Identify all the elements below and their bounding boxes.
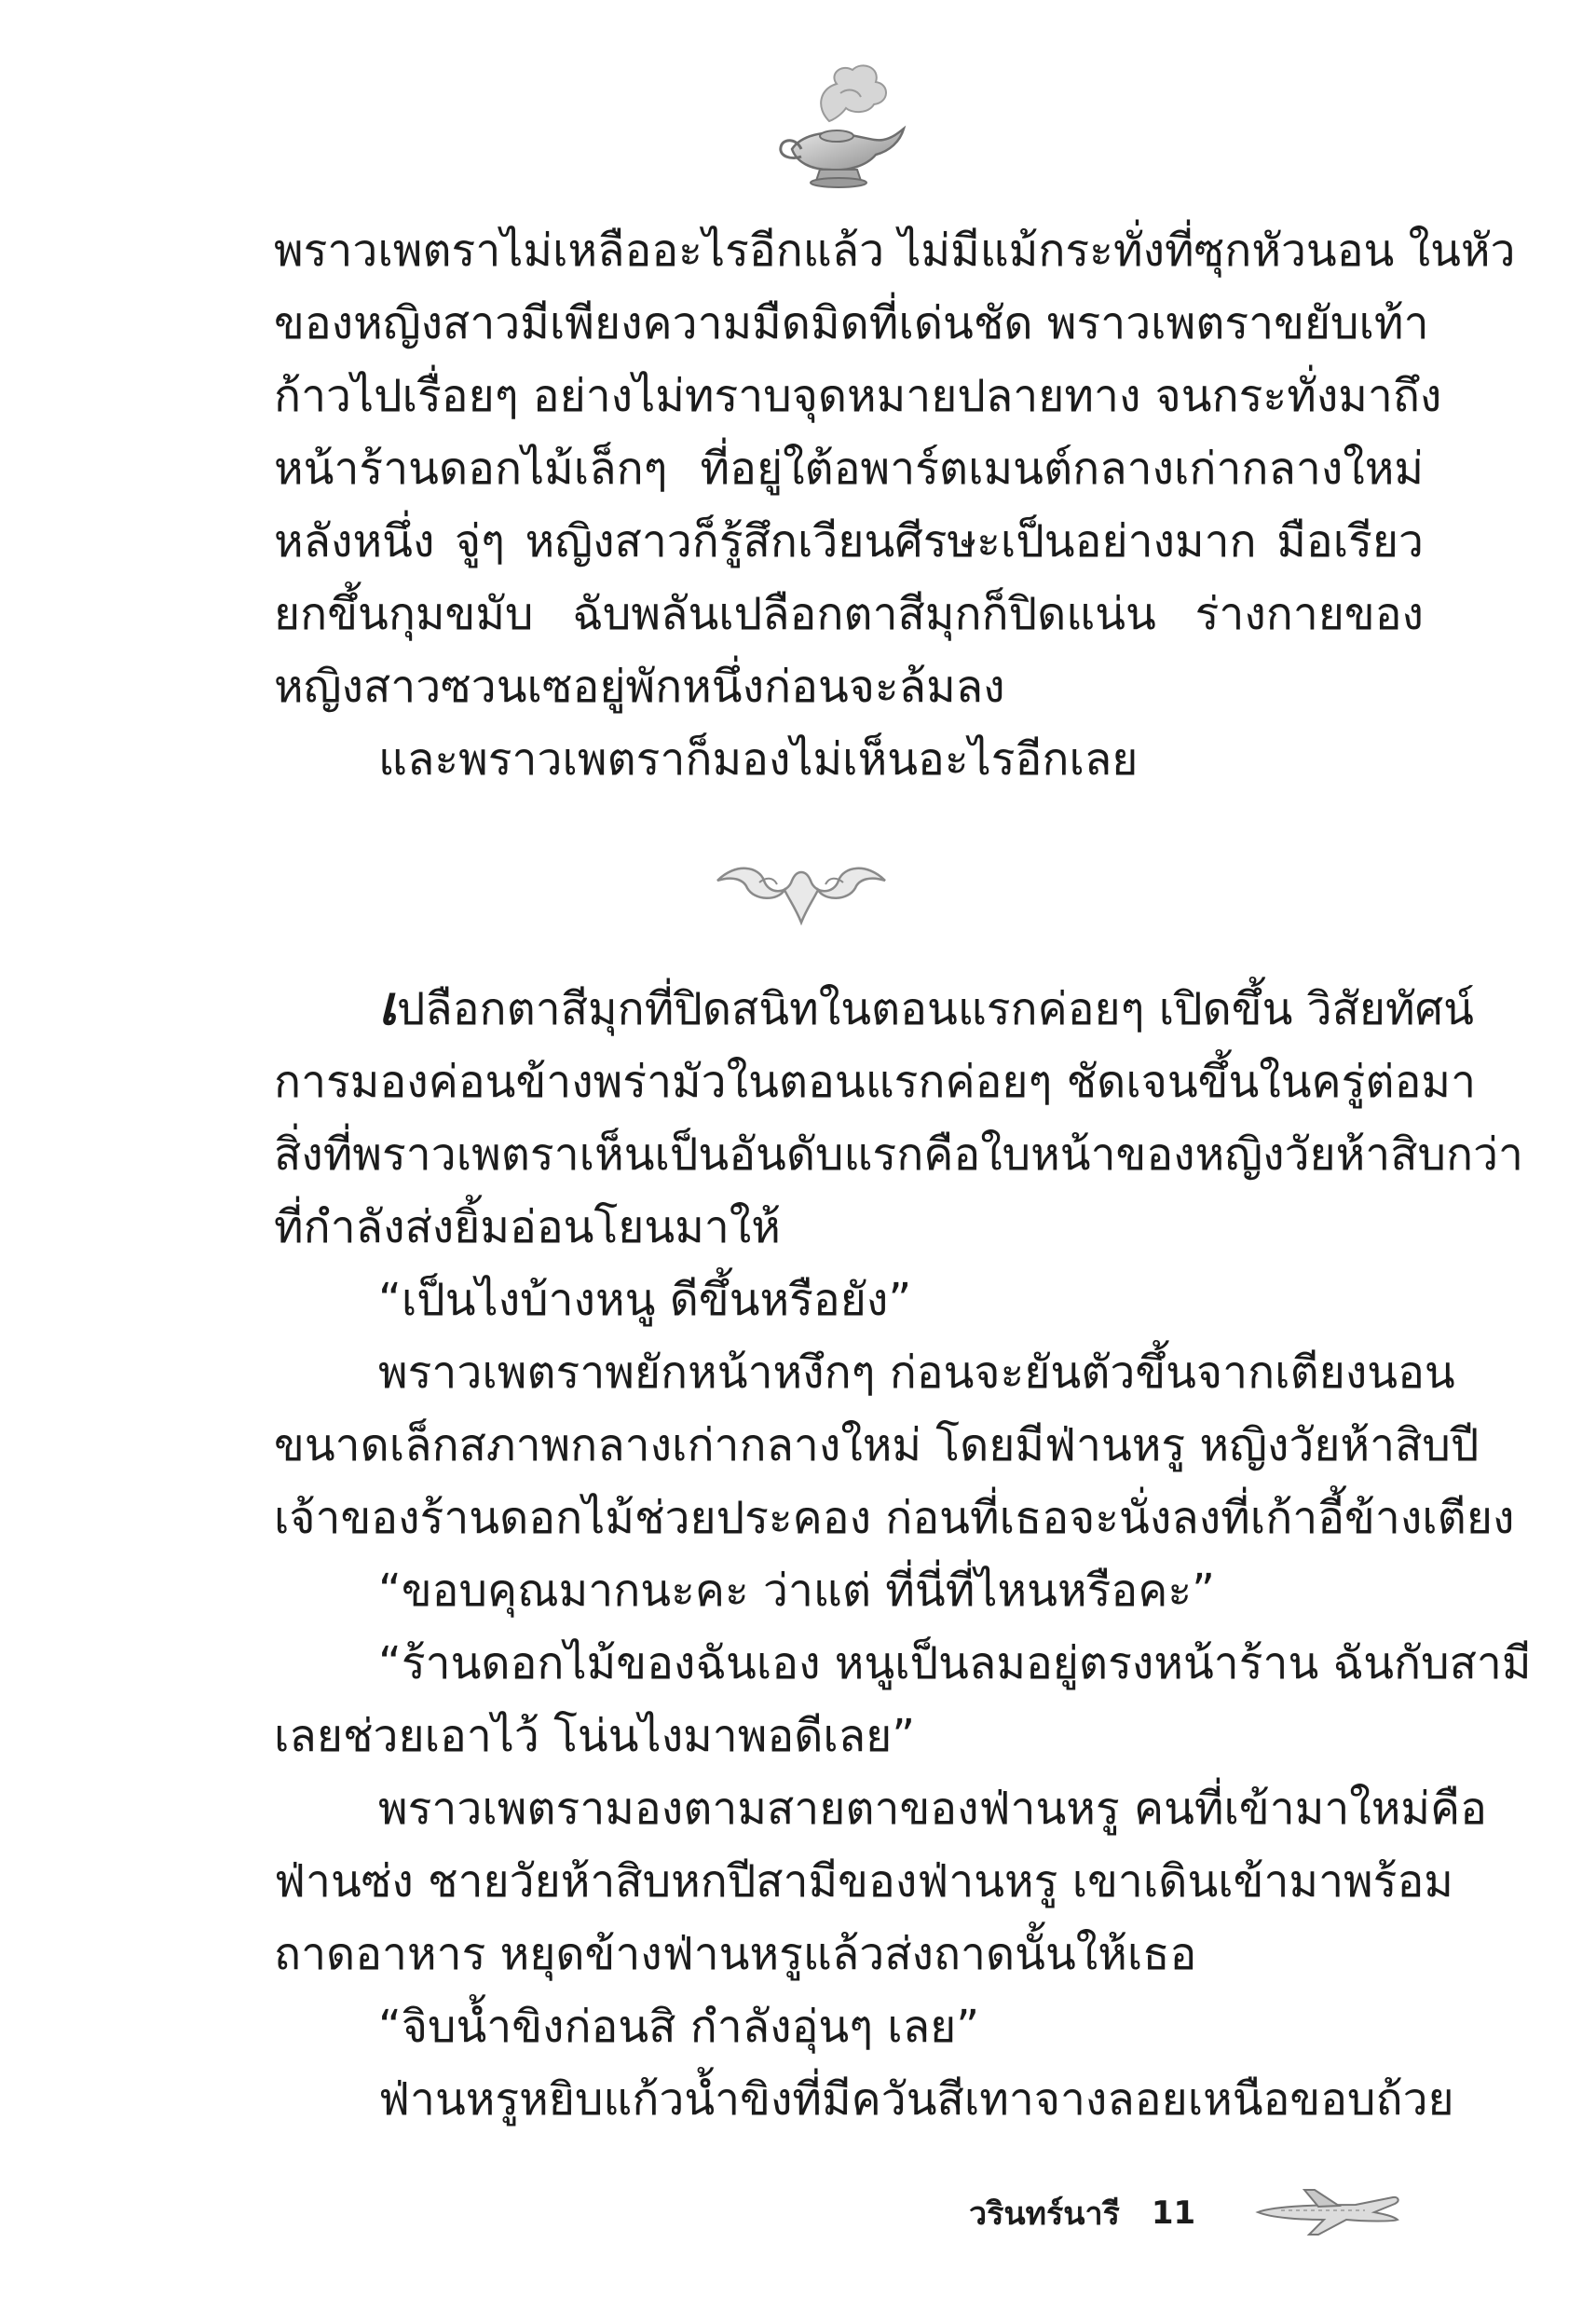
text-line: เจ้าของร้านดอกไม้ช่วยประคอง ก่อนที่เธอจะนั่งลงที่เก้าอี้ข้างเตียง	[274, 1492, 1515, 1544]
text-line: ยกขึ้นกุมขมับ ฉับพลันเปลือกตาสีมุกก็ปิดแน่น ร่างกายของ	[274, 588, 1424, 640]
dialogue-line	[274, 1554, 1424, 1627]
paragraph-awakening	[274, 969, 1523, 1264]
text-line: พราวเพตราพยักหน้าหงึกๆ ก่อนจะยันตัวขึ้นจากเตียงนอน	[378, 1347, 1455, 1399]
paragraph-closing	[274, 723, 1424, 796]
text-line: “เป็นไงบ้างหนู ดีขึ้นหรือยัง”	[378, 1274, 912, 1326]
page-number: 11	[1151, 2195, 1196, 2232]
text-line	[274, 969, 1474, 1046]
text-line: หน้าร้านดอกไม้เล็กๆ ที่อยู่ใต้อพาร์ตเมนต์กลางเก่ากลางใหม่	[274, 443, 1424, 495]
text-line: “ขอบคุณมากนะคะ ว่าแต่ ที่นี่ที่ไหนหรือคะ”	[378, 1565, 1215, 1617]
text-line: ฟ่านซ่ง ชายวัยห้าสิบหกปีสามีของฟ่านหรู เขาเดินเข้ามาพร้อม	[274, 1855, 1453, 1908]
ornament-divider-icon	[708, 843, 894, 937]
text-line: หลังหนึ่ง จู่ๆ หญิงสาวก็รู้สึกเวียนศีรษะเป็นอย่างมาก มือเรียว	[274, 515, 1424, 567]
magic-lamp-icon	[764, 56, 913, 196]
text-line: การมองค่อนข้างพร่ามัวในตอนแรกค่อยๆ ชัดเจนขึ้นในครู่ต่อมา	[274, 1056, 1477, 1108]
text-line: พราวเพตรามองตามสายตาของฟ่านหรู คนที่เข้ามาใหม่คือ	[378, 1783, 1487, 1835]
page-footer	[969, 2185, 1195, 2241]
text-line: “จิบน้ำขิงก่อนสิ กำลังอุ่นๆ เลย”	[378, 2001, 980, 2053]
text-line: ที่กำลังส่งยิ้มอ่อนโยนมาให้	[274, 1201, 781, 1253]
text-line: ขนาดเล็กสภาพกลางเก่ากลางใหม่ โดยมีฟ่านหรู หญิงวัยห้าสิบปี	[274, 1419, 1480, 1471]
text-line: และพราวเพตราก็มองไม่เห็นอะไรอีกเลย	[378, 733, 1139, 786]
paragraph-nod	[274, 1336, 1515, 1554]
text-line: “ร้านดอกไม้ของฉันเอง หนูเป็นลมอยู่ตรงหน้าร้าน ฉันกับสามี	[378, 1637, 1532, 1689]
text-line: สิ่งที่พราวเพตราเห็นเป็นอันดับแรกคือใบหน้าของหญิงวัยห้าสิบกว่า	[274, 1128, 1523, 1181]
dialogue-paragraph	[274, 1627, 1532, 1772]
text-line: ก้าวไปเรื่อยๆ อย่างไม่ทราบจุดหมายปลายทาง จนกระทั่งมาถึง	[274, 370, 1442, 422]
text-line: ของหญิงสาวมีเพียงความมืดมิดที่เด่นชัด พราวเพตราขยับเท้า	[274, 297, 1429, 349]
text-block-opening	[274, 214, 1516, 796]
text-line: พราวเพตราไม่เหลืออะไรอีกแล้ว ไม่มีแม้กระทั่งที่ซุกหัวนอน ในหัว	[274, 225, 1516, 277]
drop-cap: เ	[378, 974, 397, 1037]
book-title: วรินทร์นารี	[969, 2195, 1120, 2233]
paragraph-opening	[274, 214, 1516, 723]
text-line: เลยช่วยเอาไว้ โน่นไงมาพอดีเลย”	[274, 1710, 916, 1762]
airplane-icon	[1253, 2179, 1402, 2244]
text-line: ฟ่านหรูหยิบแก้วน้ำขิงที่มีควันสีเทาจางลอยเหนือขอบถ้วย	[378, 2073, 1454, 2126]
text-line-rest: ปลือกตาสีมุกที่ปิดสนิทในตอนแรกค่อยๆ เปิดขึ้น วิสัยทัศน์	[396, 983, 1474, 1035]
dialogue-line	[274, 1264, 1424, 1336]
paragraph-ginger	[274, 2063, 1454, 2136]
text-line: ถาดอาหาร หยุดข้างฟ่านหรูแล้วส่งถาดนั้นให้เธอ	[274, 1928, 1197, 1980]
text-line: หญิงสาวซวนเซอยู่พักหนึ่งก่อนจะล้มลง	[274, 661, 1005, 713]
dialogue-line	[274, 1990, 1424, 2063]
paragraph-husband	[274, 1772, 1487, 1990]
text-block-chapter	[274, 969, 1532, 2136]
